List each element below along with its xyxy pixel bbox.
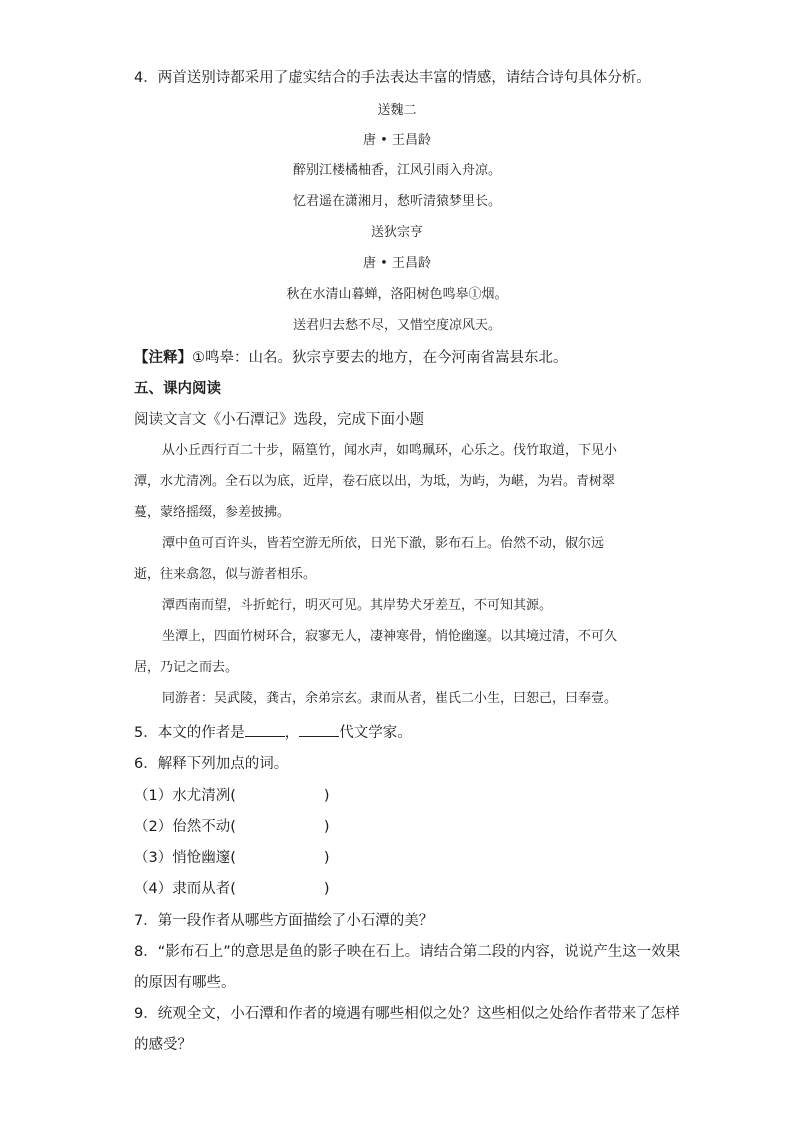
dynasty-blank[interactable]	[299, 722, 339, 737]
section-5-heading: 五、课内阅读	[134, 381, 221, 397]
poem2-title: 送狄宗亨	[370, 225, 423, 240]
poem1-title: 送魏二	[377, 103, 417, 118]
passage-p1-line-2: 潭，水尤清冽。全石以为底，近岸，卷石底以出，为坻，为屿，为嵁，为岩。青树翠	[134, 474, 616, 489]
annotation-label: 【注释】	[134, 350, 192, 366]
reading-intro: 阅读文言文《小石潭记》选段，完成下面小题	[134, 412, 424, 428]
q6-item-1: （1）水尤清冽( )	[134, 788, 330, 804]
question-8-line-2: 的原因有哪些。	[134, 975, 236, 991]
poem2-line-1: 秋在水清山暮蝉，洛阳树色鸣皋①烟。	[286, 287, 508, 302]
q6-item-4: （4）隶而从者( )	[134, 881, 330, 897]
poem1-author: 唐 • 王昌龄	[363, 133, 431, 148]
poem2-line-2: 送君归去愁不尽，又惜空度凉风天。	[292, 318, 501, 333]
passage-p2-line-2: 逝，往来翕忽，似与游者相乐。	[134, 567, 317, 582]
q6-item-3: （3）悄怆幽邃( )	[134, 850, 330, 866]
question-4: 4．两首送别诗都采用了虚实结合的手法表达丰富的情感，请结合诗句具体分析。	[134, 70, 651, 86]
question-9-line-1: 9．统观全文，小石潭和作者的境遇有哪些相似之处？这些相似之处给作者带来了怎样	[134, 1006, 680, 1022]
passage-p5-line-1: 同游者：吴武陵，龚古，余弟宗玄。隶而从者，崔氏二小生，曰恕己，曰奉壹。	[162, 691, 618, 706]
passage-p1-line-3: 蔓，蒙络摇缀，参差披拂。	[134, 505, 291, 520]
question-8-line-1: 8．“影布石上”的意思是鱼的影子映在石上。请结合第二段的内容，说说产生这一效果	[134, 944, 681, 960]
q6-item-2: （2）佁然不动( )	[134, 819, 330, 835]
poem2-author: 唐 • 王昌龄	[363, 256, 431, 271]
annotation	[134, 348, 568, 368]
question-9-line-2: 的感受？	[134, 1037, 192, 1053]
question-7: 7．第一段作者从哪些方面描绘了小石潭的美？	[134, 913, 434, 929]
passage-p3-line-1: 潭西南而望，斗折蛇行，明灭可见。其岸势犬牙差互，不可知其源。	[162, 598, 553, 613]
poem1-line-1: 醉别江楼橘柚香，江风引雨入舟凉。	[292, 163, 501, 178]
question-6: 6．解释下列加点的词。	[134, 756, 289, 772]
author-blank[interactable]	[245, 722, 285, 737]
passage-p4-line-1: 坐潭上，四面竹树环合，寂寥无人，凄神寒骨，悄怆幽邃。以其境过清，不可久	[162, 629, 618, 644]
passage-p1-line-1: 从小丘西行百二十步，隔篁竹，闻水声，如鸣珮环，心乐之。伐竹取道，下见小	[162, 443, 618, 458]
passage-p2-line-1: 潭中鱼可百许头，皆若空游无所依，日光下澈，影布石上。佁然不动，俶尔远	[162, 536, 605, 551]
question-5: 5．本文的作者是 ， 代文学家。	[134, 722, 412, 743]
passage-p4-line-2: 居，乃记之而去。	[134, 660, 239, 675]
poem1-line-2: 忆君遥在潇湘月，愁听清猿梦里长。	[292, 194, 501, 209]
annotation-text: ①鸣皋：山名。狄宗亨要去的地方，在今河南省嵩县东北。	[192, 350, 568, 366]
